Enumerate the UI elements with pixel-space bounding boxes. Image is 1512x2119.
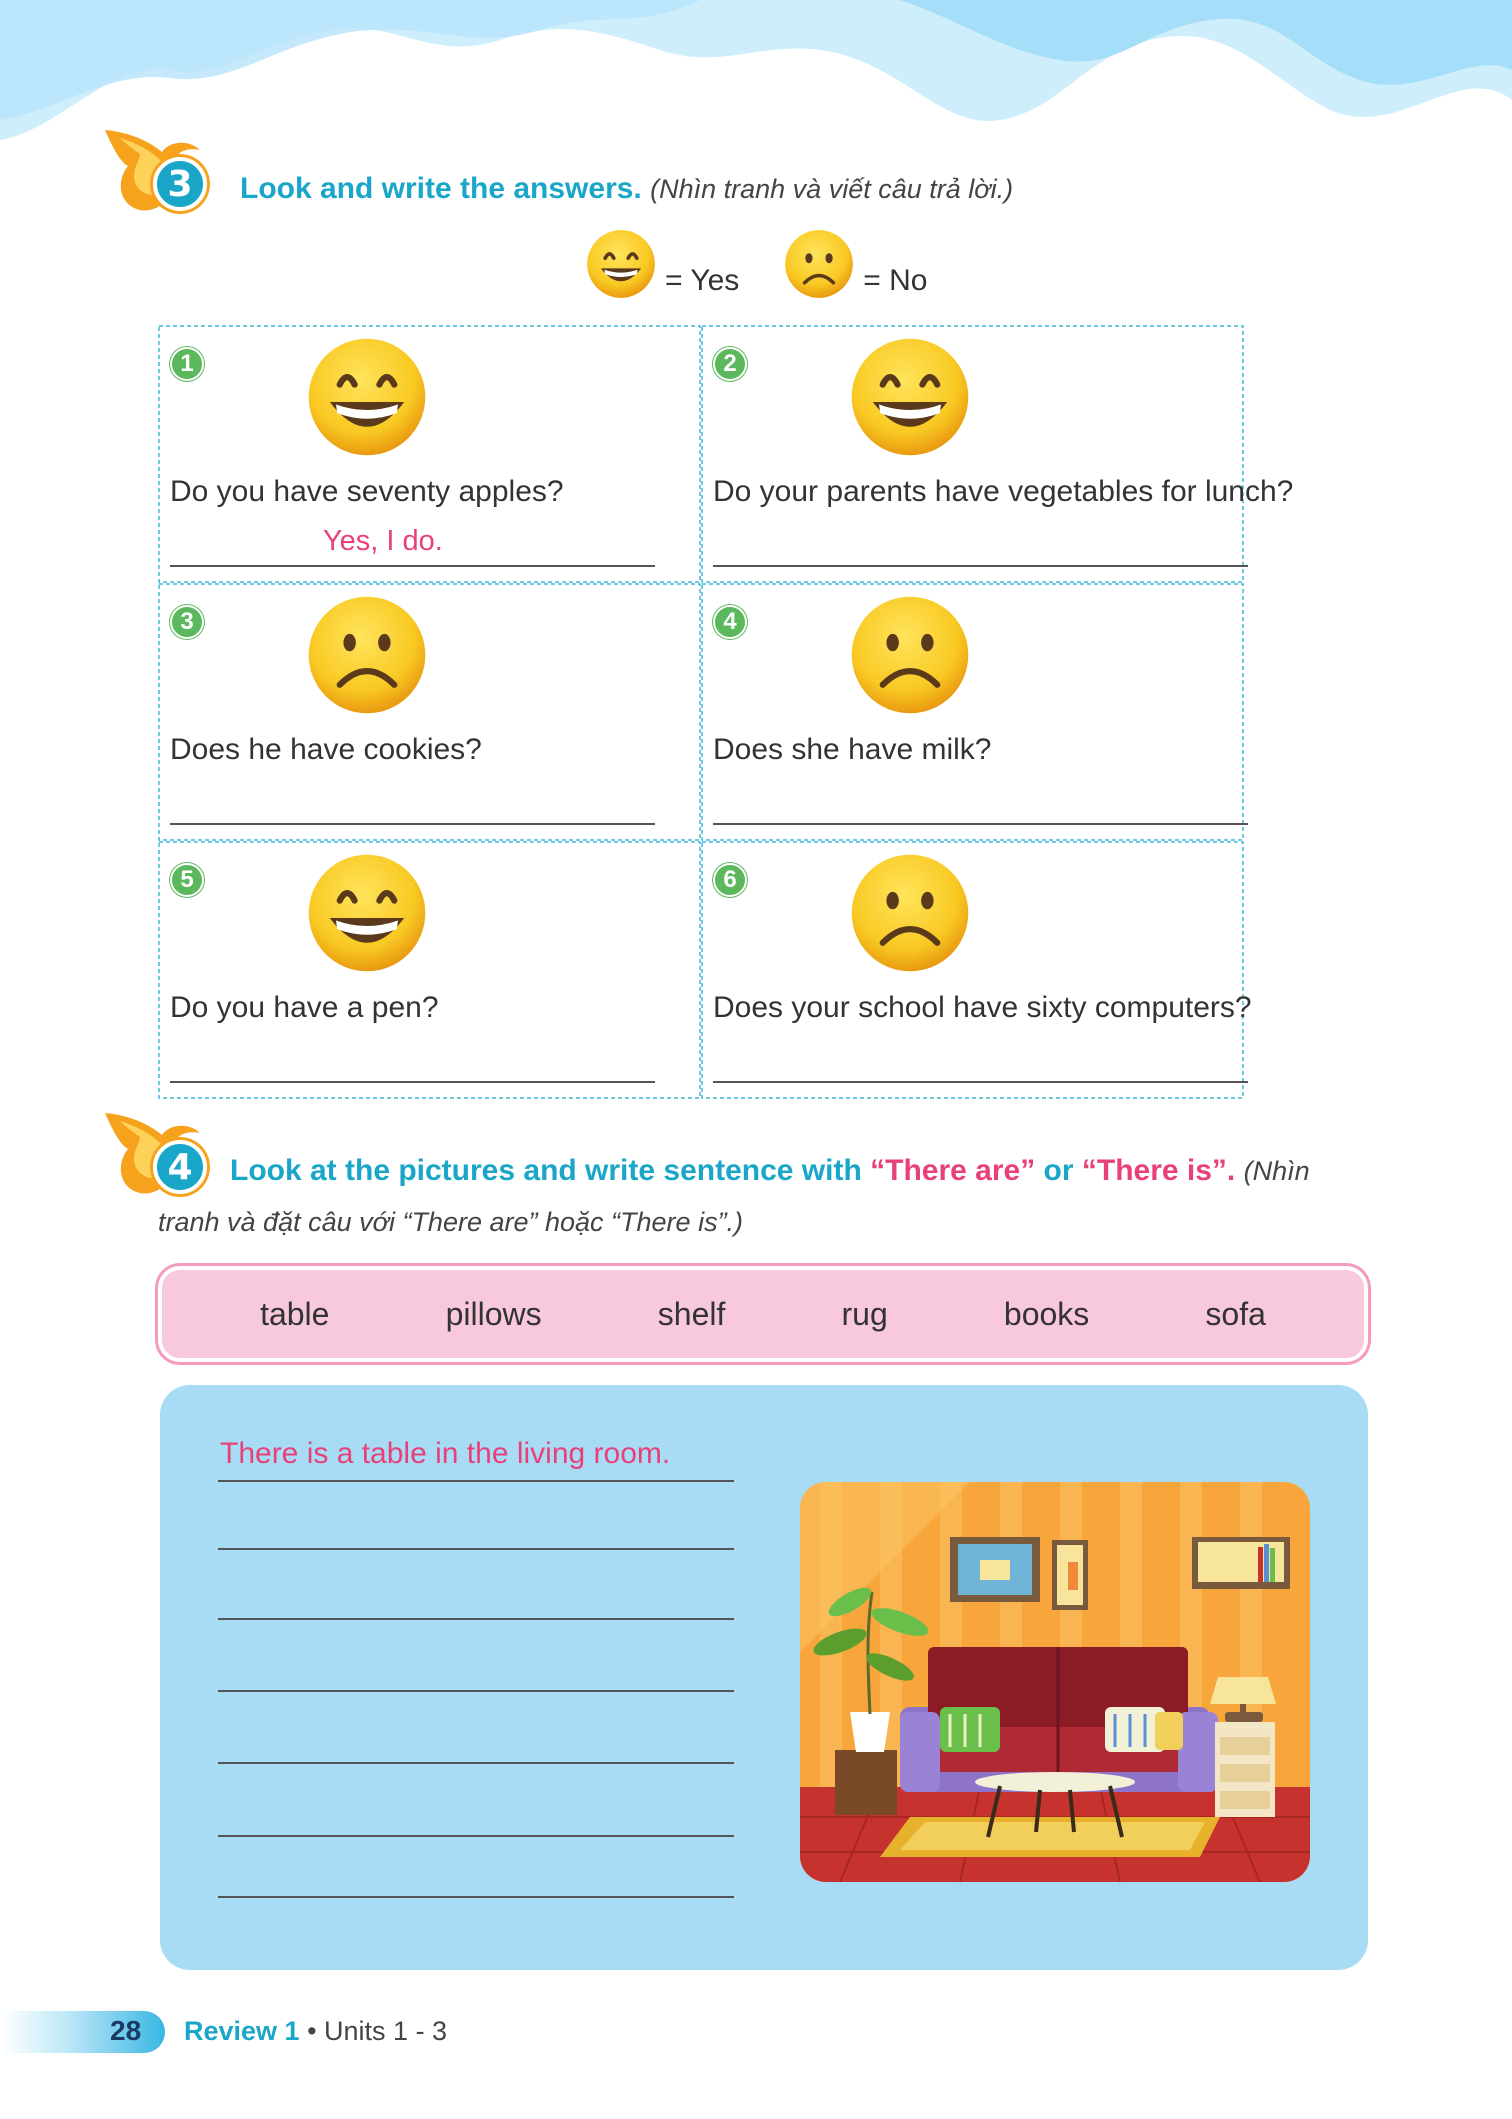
- word-bank-item: sofa: [1205, 1295, 1266, 1332]
- question-text: Do you have seventy apples?: [170, 475, 564, 508]
- answer-line[interactable]: [713, 1081, 1248, 1083]
- card-border: [701, 583, 1244, 841]
- exercise-4-translation-end: tranh và đặt câu với “There are” hoặc “There is”.): [158, 1207, 744, 1237]
- question-number-badge: 4: [713, 605, 747, 639]
- exercise-4-title-there-are: “There are”: [870, 1154, 1036, 1187]
- exercise-3-title-text: Look and write the answers.: [240, 172, 642, 205]
- page-number: 28: [110, 2015, 142, 2046]
- writing-line[interactable]: [218, 1762, 734, 1764]
- sample-sentence: There is a table in the living room.: [220, 1437, 671, 1470]
- answer-text: Yes, I do.: [323, 525, 443, 557]
- question-number-badge: 5: [170, 863, 204, 897]
- question-text: Does your school have sixty computers?: [713, 991, 1252, 1024]
- exercise-3-grid: [158, 325, 1374, 1105]
- sad-face-icon: [783, 228, 855, 300]
- exercise-4-title-there-is: “There is”.: [1081, 1154, 1236, 1187]
- question-text: Do your parents have vegetables for lunch?: [713, 475, 1294, 508]
- card-border: [158, 583, 701, 841]
- question-card: [701, 583, 1244, 841]
- word-bank-item: books: [1003, 1295, 1090, 1332]
- question-card: [158, 841, 701, 1099]
- legend-yes-label: = Yes: [665, 264, 740, 297]
- word-bank-item: table: [260, 1295, 330, 1332]
- answer-line[interactable]: [170, 823, 655, 825]
- question-card: [158, 583, 701, 841]
- word-bank: [158, 1266, 1368, 1362]
- question-text: Do you have a pen?: [170, 991, 439, 1024]
- sad-face-icon: [848, 593, 972, 717]
- question-number-badge: 3: [170, 605, 204, 639]
- card-border: [158, 841, 701, 1099]
- word-bank-item: rug: [841, 1295, 888, 1332]
- question-text: Does he have cookies?: [170, 733, 482, 766]
- question-number-badge: 2: [713, 347, 747, 381]
- answer-line[interactable]: [170, 565, 655, 567]
- question-text: Does she have milk?: [713, 733, 992, 766]
- exercise-4-number-badge: 4: [153, 1140, 207, 1194]
- answer-line[interactable]: [170, 1081, 655, 1083]
- writing-line[interactable]: [218, 1548, 734, 1550]
- writing-line[interactable]: [218, 1480, 734, 1482]
- sad-face-icon: [848, 851, 972, 975]
- header-cloud-background: [0, 0, 1512, 150]
- exercise-4-title-or: or: [1035, 1154, 1082, 1187]
- happy-face-icon: [305, 851, 429, 975]
- happy-face-icon: [848, 335, 972, 459]
- answer-line[interactable]: [713, 565, 1248, 567]
- footer-label: [184, 2016, 447, 2047]
- writing-panel: [160, 1385, 1368, 1970]
- question-number-badge: 6: [713, 863, 747, 897]
- question-card: [158, 325, 701, 583]
- footer-review: Review 1: [184, 2016, 300, 2046]
- sad-face-icon: [305, 593, 429, 717]
- legend-no: [783, 228, 927, 300]
- question-card: [701, 325, 1294, 583]
- writing-line[interactable]: [218, 1835, 734, 1837]
- word-bank-item: pillows: [445, 1295, 542, 1332]
- legend-yes: [585, 228, 739, 300]
- card-border: [701, 325, 1244, 583]
- writing-line[interactable]: [218, 1618, 734, 1620]
- exercise-4-title: [230, 1154, 1310, 1188]
- card-border: [701, 841, 1244, 1099]
- living-room-illustration: [800, 1482, 1310, 1882]
- writing-line[interactable]: [218, 1690, 734, 1692]
- exercise-4-title-text: Look at the pictures and write sentence with: [230, 1154, 871, 1187]
- word-bank-item: shelf: [657, 1295, 726, 1332]
- legend-no-label: = No: [863, 264, 928, 297]
- footer-units: • Units 1 - 3: [299, 2016, 448, 2046]
- question-number-badge: 1: [170, 347, 204, 381]
- answer-line[interactable]: [713, 823, 1248, 825]
- writing-line[interactable]: [218, 1896, 734, 1898]
- happy-face-icon: [585, 228, 657, 300]
- exercise-3-title: [240, 172, 1013, 206]
- question-card: [701, 841, 1252, 1099]
- exercise-3-number-badge: 3: [153, 157, 207, 211]
- exercise-4-translation-start: (Nhìn: [1243, 1156, 1310, 1186]
- exercise-3-translation: (Nhìn tranh và viết câu trả lời.): [650, 174, 1014, 204]
- happy-face-icon: [305, 335, 429, 459]
- face-legend: [585, 228, 927, 300]
